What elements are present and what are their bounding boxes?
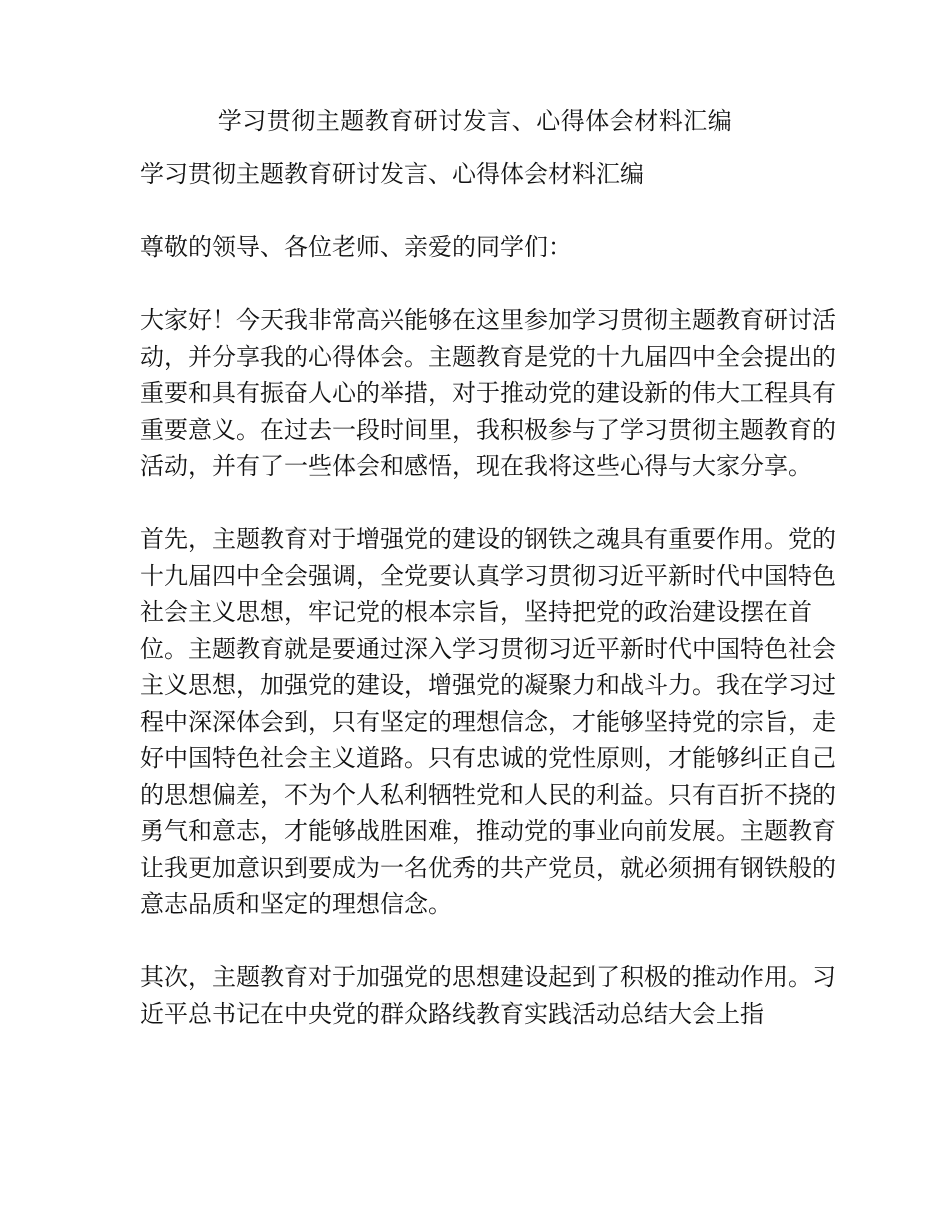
second-point-paragraph: 其次，主题教育对于加强党的思想建设起到了积极的推动作用。习近平总书记在中央党的群众路线教育实践活动总结大会上指 xyxy=(140,963,836,1028)
intro-paragraph: 大家好！今天我非常高兴能够在这里参加学习贯彻主题教育研讨活动，并分享我的心得体会。主题教育是党的十九届四中全会提出的重要和具有振奋人心的举措，对于推动党的建设新的伟大工程具有重要意义。在过去一段时间里，我积极参与了学习贯彻主题教育的活动，并有了一些体会和感悟，现在我将这些心得与大家分享。 xyxy=(140,306,836,480)
salutation-paragraph: 尊敬的领导、各位老师、亲爱的同学们： xyxy=(140,233,572,261)
first-point-paragraph: 首先，主题教育对于增强党的建设的钢铁之魂具有重要作用。党的十九届四中全会强调，全党要认真学习贯彻习近平新时代中国特色社会主义思想，牢记党的根本宗旨，坚持把党的政治建设摆在首位。主题教育就是要通过深入学习贯彻习近平新时代中国特色社会主义思想，加强党的建设，增强党的凝聚力和战斗力。我在学习过程中深深体会到，只有坚定的理想信念，才能够坚持党的宗旨，走好中国特色社会主义道路。只有忠诚的党性原则，才能够纠正自己的思想偏差，不为个人私利牺牲党和人民的利益。只有百折不挠的勇气和意志，才能够战胜困难，推动党的事业向前发展。主题教育让我更加意识到要成为一名优秀的共产党员，就必须拥有钢铁般的意志品质和坚定的理想信念。 xyxy=(140,525,836,918)
document-title: 学习贯彻主题教育研讨发言、心得体会材料汇编 xyxy=(217,107,733,135)
subtitle-paragraph: 学习贯彻主题教育研讨发言、心得体会材料汇编 xyxy=(140,160,644,188)
document-body xyxy=(140,156,840,1069)
